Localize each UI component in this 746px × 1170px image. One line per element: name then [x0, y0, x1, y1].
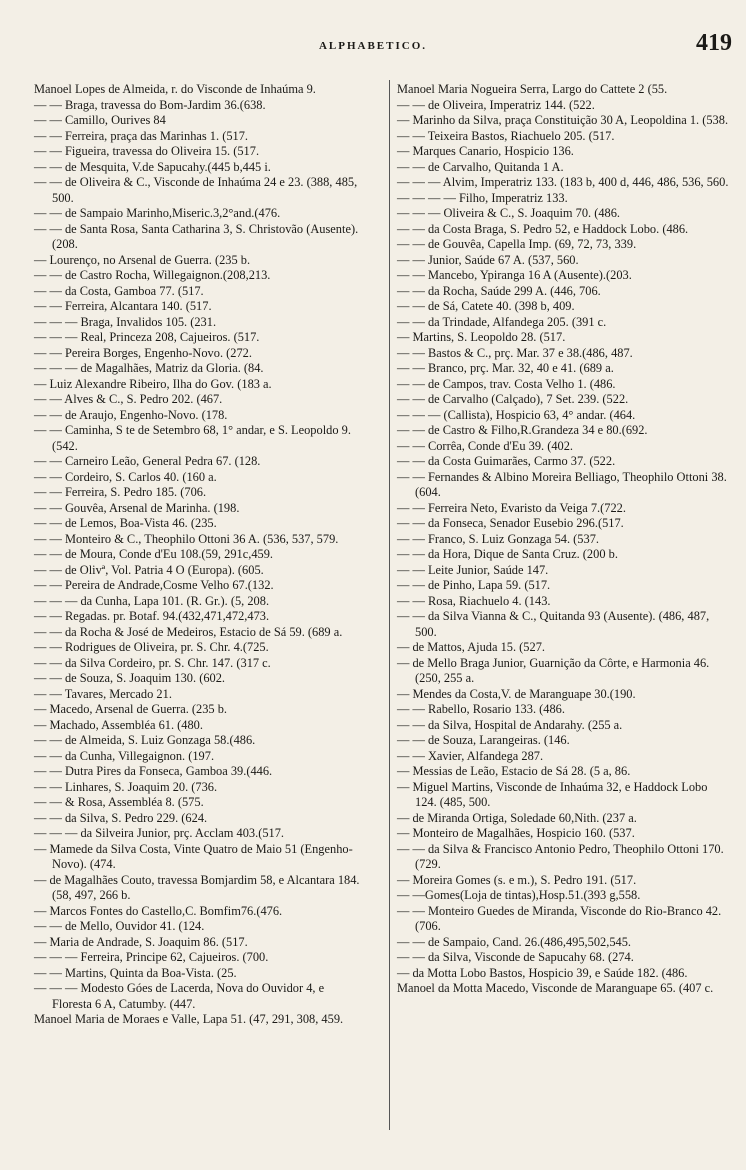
- directory-entry: — de Miranda Ortiga, Soledade 60,Nith. (237 a.: [397, 810, 637, 825]
- directory-entry: — — Tavares, Mercado 21.: [34, 686, 172, 701]
- directory-entry: — — Camillo, Ourives 84: [34, 113, 166, 127]
- directory-entry: — — Martins, Quinta da Boa-Vista. (25.: [34, 965, 237, 980]
- directory-entry: — — da Silva, Hospital de Andarahy. (255 a.: [397, 717, 623, 732]
- directory-entry: — Lourenço, no Arsenal de Guerra. (235 b.: [34, 252, 251, 267]
- directory-entry: — — de Castro Rocha, Willegaignon.(208,213.: [34, 268, 271, 282]
- directory-entry: — — Ferreira Neto, Evaristo da Veiga 7.(722.: [397, 500, 626, 515]
- directory-entry: — Maria de Andrade, S. Joaquim 86. (517.: [34, 934, 248, 949]
- directory-entry: — Marcos Fontes do Castello,C. Bomfim76.(476.: [34, 903, 283, 918]
- directory-entry: — — de Campos, trav. Costa Velho 1. (486.: [397, 376, 616, 391]
- directory-entry: — — da Trindade, Alfandega 205. (391 c.: [397, 314, 607, 329]
- directory-entry: — — Alves & C., S. Pedro 202. (467.: [34, 392, 223, 406]
- directory-entry: — — Leite Junior, Saúde 147.: [397, 562, 549, 577]
- directory-entry: — — Gouvêa, Arsenal de Marinha. (198.: [34, 500, 240, 515]
- directory-entry: — — Cordeiro, S. Carlos 40. (160 a.: [34, 469, 217, 484]
- directory-entry: — Miguel Martins, Visconde de Inhaúma 32, e Haddock Lobo 124. (485, 500.: [397, 779, 708, 809]
- directory-entry: — — da Costa Guimarães, Carmo 37. (522.: [397, 454, 616, 468]
- directory-entry: — — Carneiro Leão, General Pedra 67. (128.: [34, 454, 261, 468]
- directory-entry: — Machado, Assembléa 61. (480.: [34, 717, 203, 732]
- directory-entry: — — Regadas. pr. Botaf. 94.(432,471,472,473.: [34, 609, 270, 623]
- directory-entry: — — Ferreira, Alcantara 140. (517.: [34, 299, 212, 313]
- directory-entry: — — de Santa Rosa, Santa Catharina 3, S. Christovão (Ausente). (208.: [34, 221, 359, 251]
- directory-entry: — — — Alvim, Imperatriz 133. (183 b, 400 d, 446, 486, 536, 560.: [397, 175, 729, 189]
- directory-entry: — Monteiro de Magalhães, Hospicio 160. (537.: [397, 826, 635, 840]
- directory-entry: — — de Lemos, Boa-Vista 46. (235.: [34, 516, 217, 530]
- directory-entry: — — de Moura, Conde d'Eu 108.(59, 291c,459.: [34, 547, 273, 561]
- directory-entry: — — de Araujo, Engenho-Novo. (178.: [34, 407, 228, 422]
- directory-entry: — — — — Filho, Imperatriz 133.: [397, 190, 568, 205]
- directory-entry: — — da Costa, Gamboa 77. (517.: [34, 283, 204, 298]
- directory-entry: — — de Gouvêa, Capella Imp. (69, 72, 73, 339.: [397, 237, 637, 251]
- directory-entry: — — de Pinho, Lapa 59. (517.: [397, 578, 551, 592]
- directory-entry: — Marques Canario, Hospicio 136.: [397, 144, 574, 158]
- directory-entry: — — de Sampaio Marinho,Miseric.3,2°and.(476.: [34, 206, 281, 220]
- directory-entry: — — de Sampaio, Cand. 26.(486,495,502,545.: [397, 934, 632, 949]
- directory-entry: — — da Silva Vianna & C., Quitanda 93 (Ausente). (486, 487, 500.: [397, 609, 710, 639]
- directory-entry: — — da Silva Cordeiro, pr. S. Chr. 147. (317 c.: [34, 655, 271, 670]
- directory-entry: — de Mattos, Ajuda 15. (527.: [397, 640, 545, 654]
- directory-entry: — — Fernandes & Albino Moreira Belliago, Theophilo Ottoni 38. (604.: [397, 469, 727, 499]
- directory-entry: — Martins, S. Leopoldo 28. (517.: [397, 330, 566, 344]
- directory-entry: — — — de Magalhães, Matriz da Gloria. (84.: [34, 361, 264, 375]
- directory-entry: — — Rabello, Rosario 133. (486.: [397, 702, 565, 716]
- column-divider: [389, 80, 390, 1130]
- directory-entry: — Mamede da Silva Costa, Vinte Quatro de Maio 51 (Engenho-Novo). (474.: [34, 841, 353, 871]
- directory-entry: — — Linhares, S. Joaquim 20. (736.: [34, 779, 218, 794]
- directory-entry: — — de Mesquita, V.de Sapucahy.(445 b,445 i.: [34, 159, 271, 174]
- directory-entry: Manoel da Motta Macedo, Visconde de Maranguape 65. (407 c.: [397, 981, 714, 995]
- directory-entry: — — Teixeira Bastos, Riachuelo 205. (517.: [397, 128, 615, 143]
- directory-entry: — — Pereira Borges, Engenho-Novo. (272.: [34, 345, 252, 360]
- directory-entry: — — Junior, Saúde 67 A. (537, 560.: [397, 252, 579, 267]
- directory-entry: — — Monteiro Guedes de Miranda, Visconde do Rio-Branco 42. (706.: [397, 903, 722, 933]
- directory-entry: — — Braga, travessa do Bom-Jardim 36.(638.: [34, 97, 266, 112]
- directory-entry: — — de Oliveira & C., Visconde de Inhaúma 24 e 23. (388, 485, 500.: [34, 175, 358, 205]
- directory-entry: — — da Costa Braga, S. Pedro 52, e Haddock Lobo. (486.: [397, 221, 689, 236]
- directory-entry: — Mendes da Costa,V. de Maranguape 30.(190.: [397, 686, 636, 701]
- directory-entry: — — da Rocha, Saúde 299 A. (446, 706.: [397, 283, 601, 298]
- directory-entry: — — da Cunha, Villegaignon. (197.: [34, 748, 215, 763]
- directory-entry: — — — Real, Princeza 208, Cajueiros. (517.: [34, 330, 260, 344]
- directory-entry: — — Rosa, Riachuelo 4. (143.: [397, 593, 551, 608]
- directory-entry: — — de Carvalho, Quitanda 1 A.: [397, 159, 564, 174]
- page-number: 419: [696, 30, 732, 56]
- directory-entry: — Messias de Leão, Estacio de Sá 28. (5 a, 86.: [397, 764, 631, 778]
- directory-entry: — — Franco, S. Luiz Gonzaga 54. (537.: [397, 531, 599, 546]
- directory-entry: Manoel Lopes de Almeida, r. do Visconde de Inhaúma 9.: [34, 82, 316, 96]
- directory-entry: — — de Oliveira, Imperatriz 144. (522.: [397, 97, 595, 112]
- page-header-title: ALPHABETICO.: [318, 40, 428, 52]
- directory-entry: — — Caminha, S te de Setembro 68, 1° andar, e S. Leopoldo 9. (542.: [34, 423, 351, 453]
- directory-entry: — — — Oliveira & C., S. Joaquim 70. (486.: [397, 206, 621, 220]
- directory-entry: — — — Braga, Invalidos 105. (231.: [34, 314, 217, 329]
- directory-entry: — Macedo, Arsenal de Guerra. (235 b.: [34, 702, 228, 716]
- directory-entry: — — & Rosa, Assembléa 8. (575.: [34, 795, 204, 809]
- directory-entry: — — de Carvalho (Calçado), 7 Set. 239. (522.: [397, 392, 629, 406]
- directory-entry: — — da Hora, Dique de Santa Cruz. (200 b.: [397, 547, 618, 561]
- directory-entry: — — de Souza, Larangeiras. (146.: [397, 733, 570, 747]
- directory-entry: — — Pereira de Andrade,Cosme Velho 67.(132.: [34, 578, 274, 592]
- directory-entry: — — Rodrigues de Oliveira, pr. S. Chr. 4.(725.: [34, 640, 269, 654]
- directory-entry: Manoel Maria de Moraes e Valle, Lapa 51. (47, 291, 308, 459.: [34, 1012, 344, 1026]
- directory-entry: — Marinho da Silva, praça Constituição 30 A, Leopoldina 1. (538.: [397, 113, 729, 127]
- directory-entry: — — Corrêa, Conde d'Eu 39. (402.: [397, 438, 574, 453]
- directory-entry: — — Mancebo, Ypiranga 16 A (Ausente).(203.: [397, 268, 632, 282]
- directory-entry: — — Dutra Pires da Fonseca, Gamboa 39.(446.: [34, 764, 273, 778]
- directory-entry: — — de Castro & Filho,R.Grandeza 34 e 80.(692.: [397, 423, 648, 437]
- directory-entry: — —Gomes(Loja de tintas),Hosp.51.(393 g,558.: [397, 888, 641, 902]
- directory-entry: — — de Almeida, S. Luiz Gonzaga 58.(486.: [34, 733, 256, 747]
- directory-entry: — — Xavier, Alfandega 287.: [397, 748, 544, 763]
- directory-entry: — — da Silva & Francisco Antonio Pedro, Theophilo Ottoni 170. (729.: [397, 841, 724, 871]
- directory-entry: — — de Mello, Ouvidor 41. (124.: [34, 919, 205, 933]
- directory-entry: — — Figueira, travessa do Oliveira 15. (517.: [34, 144, 260, 158]
- directory-entry: — — da Silva, S. Pedro 229. (624.: [34, 810, 208, 825]
- directory-entry: — — Ferreira, praça das Marinhas 1. (517.: [34, 128, 249, 143]
- directory-entry: — Luiz Alexandre Ribeiro, Ilha do Gov. (183 a.: [34, 376, 272, 391]
- directory-entry: — — da Fonseca, Senador Eusebio 296.(517.: [397, 516, 624, 530]
- directory-entry: — — — Modesto Góes de Lacerda, Nova do Ouvidor 4, e Floresta 6 A, Catumby. (447.: [34, 981, 325, 1011]
- directory-entry: — — de Souza, S. Joaquim 130. (602.: [34, 671, 226, 685]
- directory-entry: — — de Olivª, Vol. Patria 4 O (Europa). (605.: [34, 562, 264, 577]
- directory-entry: — — da Silva, Visconde de Sapucahy 68. (274.: [397, 950, 634, 964]
- right-column: [397, 82, 732, 997]
- directory-entry: — — — (Callista), Hospicio 63, 4° andar. (464.: [397, 407, 636, 422]
- directory-entry: — — Bastos & C., prç. Mar. 37 e 38.(486, 487.: [397, 345, 633, 360]
- directory-entry: — da Motta Lobo Bastos, Hospicio 39, e Saúde 182. (486.: [397, 965, 688, 980]
- directory-entry: — — Ferreira, S. Pedro 185. (706.: [34, 485, 207, 499]
- left-column: [34, 82, 364, 1028]
- directory-entry: — — Branco, prç. Mar. 32, 40 e 41. (689 a.: [397, 361, 614, 375]
- directory-entry: Manoel Maria Nogueira Serra, Largo do Cattete 2 (55.: [397, 82, 668, 96]
- directory-entry: — — da Rocha & José de Medeiros, Estacio de Sá 59. (689 a.: [34, 624, 343, 639]
- directory-entry: — — — da Cunha, Lapa 101. (R. Gr.). (5, 208.: [34, 593, 270, 608]
- directory-entry: — — Monteiro & C., Theophilo Ottoni 36 A. (536, 537, 579.: [34, 531, 339, 546]
- directory-entry: — Moreira Gomes (s. e m.), S. Pedro 191. (517.: [397, 872, 637, 887]
- directory-entry: — — — Ferreira, Principe 62, Cajueiros. (700.: [34, 950, 269, 964]
- directory-entry: — — de Sá, Catete 40. (398 b, 409.: [397, 299, 575, 313]
- directory-entry: — — — da Silveira Junior, prç. Acclam 403.(517.: [34, 826, 285, 840]
- directory-entry: — de Magalhães Couto, travessa Bomjardim 58, e Alcantara 184. (58, 497, 266 b.: [34, 872, 360, 902]
- directory-entry: — de Mello Braga Junior, Guarnição da Côrte, e Harmonia 46. (250, 255 a.: [397, 655, 710, 685]
